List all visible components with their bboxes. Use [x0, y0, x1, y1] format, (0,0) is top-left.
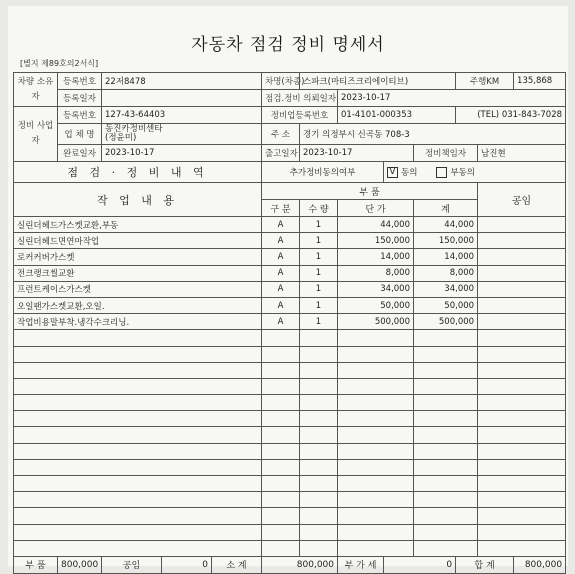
item-qty: 1 [300, 233, 338, 249]
item-labor [478, 378, 566, 394]
item-price [338, 378, 414, 394]
car-name: 스파크(마티즈크리에이티브) [300, 73, 456, 90]
item-type: A [262, 217, 300, 233]
item-labor [478, 395, 566, 411]
request-date-label: 점검.정비 의뢰일자 [262, 90, 338, 107]
company-label: 업 체 명 [58, 124, 102, 145]
item-labor [478, 427, 566, 443]
details-header-row [14, 162, 566, 183]
table-row [14, 297, 566, 313]
item-labor [478, 281, 566, 297]
col-type-label: 구 분 [262, 200, 300, 217]
item-price [338, 492, 414, 508]
item-total [414, 524, 478, 540]
item-total [414, 443, 478, 459]
item-name [14, 492, 262, 508]
item-price: 44,000 [338, 217, 414, 233]
item-labor [478, 476, 566, 492]
disagree-label: 부동의 [450, 168, 475, 178]
item-total [414, 330, 478, 346]
item-labor [478, 346, 566, 362]
disagree-checkbox[interactable] [436, 167, 447, 178]
footer-vat: 0 [384, 556, 456, 573]
blank-row [14, 427, 566, 443]
footer-row [14, 556, 566, 573]
owner-row-2 [14, 90, 566, 107]
company-name: 동진카정비센타 [105, 124, 163, 134]
address: 경기 의정부시 신곡동 708-3 [300, 124, 566, 145]
item-type [262, 362, 300, 378]
item-type: A [262, 249, 300, 265]
item-labor [478, 265, 566, 281]
item-type: A [262, 265, 300, 281]
table-row [14, 265, 566, 281]
request-date: 2023-10-17 [338, 90, 566, 107]
item-name [14, 540, 262, 556]
out-date: 2023-10-17 [300, 145, 414, 162]
owner-group-label: 차량 소유자 [14, 73, 58, 107]
item-name [14, 378, 262, 394]
item-name [14, 459, 262, 475]
blank-row [14, 362, 566, 378]
item-total [414, 459, 478, 475]
done-date: 2023-10-17 [102, 145, 262, 162]
item-name: 로커커버가스켓 [14, 249, 262, 265]
item-price: 34,000 [338, 281, 414, 297]
item-name [14, 411, 262, 427]
item-qty: 1 [300, 314, 338, 330]
item-price [338, 330, 414, 346]
item-qty [300, 395, 338, 411]
item-type [262, 508, 300, 524]
blank-row [14, 378, 566, 394]
agree-label: 동의 [401, 168, 418, 178]
item-qty [300, 459, 338, 475]
columns-row-1 [14, 183, 566, 200]
table-row [14, 233, 566, 249]
work-content-label: 작 업 내 용 [14, 183, 262, 217]
item-total [414, 362, 478, 378]
item-qty: 1 [300, 297, 338, 313]
blank-row [14, 395, 566, 411]
item-qty: 1 [300, 281, 338, 297]
item-price: 500,000 [338, 314, 414, 330]
item-qty [300, 411, 338, 427]
item-labor [478, 297, 566, 313]
table-row [14, 249, 566, 265]
consent-cell [384, 162, 566, 183]
owner-reg-no-label: 등록번호 [58, 73, 102, 90]
item-labor [478, 508, 566, 524]
invoice-sheet [8, 6, 568, 572]
item-labor [478, 314, 566, 330]
item-price [338, 427, 414, 443]
address-label: 주 소 [262, 124, 300, 145]
item-name [14, 346, 262, 362]
item-qty [300, 362, 338, 378]
extra-consent-label: 추가정비동의여부 [262, 162, 384, 183]
agree-checkbox[interactable]: V [387, 167, 398, 178]
company-cell [102, 124, 262, 145]
footer-parts-label: 부 품 [14, 556, 58, 573]
item-name: 전크랭크씰교환 [14, 265, 262, 281]
blank-row [14, 443, 566, 459]
items-body [14, 217, 566, 557]
item-price [338, 524, 414, 540]
blank-row [14, 524, 566, 540]
item-name [14, 427, 262, 443]
item-price [338, 395, 414, 411]
item-qty [300, 508, 338, 524]
business-tel: (TEL) 031-843-7028 [456, 107, 566, 124]
col-price-label: 단 가 [338, 200, 414, 217]
item-total [414, 395, 478, 411]
col-total-label: 계 [414, 200, 478, 217]
item-labor [478, 330, 566, 346]
blank-row [14, 346, 566, 362]
reg-date [102, 90, 262, 107]
item-labor [478, 540, 566, 556]
item-name [14, 508, 262, 524]
table-row [14, 314, 566, 330]
footer-subtotal-label: 소 계 [212, 556, 262, 573]
item-labor [478, 217, 566, 233]
blank-row [14, 508, 566, 524]
footer-parts: 800,000 [58, 556, 102, 573]
item-type [262, 524, 300, 540]
item-total: 34,000 [414, 281, 478, 297]
item-price: 14,000 [338, 249, 414, 265]
company-owner-name: (정윤미) [105, 133, 137, 143]
item-type: A [262, 297, 300, 313]
item-labor [478, 443, 566, 459]
item-qty [300, 524, 338, 540]
item-name: 실린더헤드면연마작업 [14, 233, 262, 249]
item-qty: 1 [300, 265, 338, 281]
business-reg-no: 127-43-64403 [102, 107, 262, 124]
blank-row [14, 492, 566, 508]
footer-total-label: 합 계 [456, 556, 514, 573]
item-qty [300, 330, 338, 346]
owner-row-1 [14, 73, 566, 90]
item-type [262, 492, 300, 508]
col-qty-label: 수 량 [300, 200, 338, 217]
item-type [262, 476, 300, 492]
item-price [338, 476, 414, 492]
reg-date-label: 등록일자 [58, 90, 102, 107]
item-qty [300, 378, 338, 394]
item-total [414, 508, 478, 524]
item-labor [478, 459, 566, 475]
item-total [414, 492, 478, 508]
footer-subtotal: 800,000 [262, 556, 338, 573]
item-labor [478, 492, 566, 508]
item-labor [478, 411, 566, 427]
mileage: 135,868 [514, 73, 566, 90]
item-name [14, 395, 262, 411]
item-price [338, 540, 414, 556]
item-total: 500,000 [414, 314, 478, 330]
item-type [262, 346, 300, 362]
business-row-2 [14, 124, 566, 145]
table-row [14, 281, 566, 297]
footer-vat-label: 부 가 세 [338, 556, 384, 573]
mileage-label: 주행KM [456, 73, 514, 90]
manager-label: 정비책임자 [414, 145, 478, 162]
labor-label: 공임 [478, 183, 566, 217]
details-section-label: 점 검 · 정 비 내 역 [14, 162, 262, 183]
parts-label: 부 품 [262, 183, 478, 200]
item-type [262, 427, 300, 443]
item-type [262, 411, 300, 427]
item-price [338, 362, 414, 378]
item-qty [300, 540, 338, 556]
license-no: 01-4101-000353 [338, 107, 456, 124]
item-name: 프런트케이스가스켓 [14, 281, 262, 297]
out-date-label: 출고일자 [262, 145, 300, 162]
document-title: 자동차 점검 정비 명세서 [191, 35, 385, 55]
item-labor [478, 362, 566, 378]
item-type [262, 330, 300, 346]
item-type [262, 395, 300, 411]
item-qty: 1 [300, 249, 338, 265]
blank-row [14, 411, 566, 427]
item-name: 작업비용말부착.냉각수크리닝. [14, 314, 262, 330]
item-price [338, 443, 414, 459]
item-total: 150,000 [414, 233, 478, 249]
item-name [14, 330, 262, 346]
item-name: 실린더헤드가스켓교환,부동 [14, 217, 262, 233]
business-group-label: 정비 사업자 [14, 107, 58, 162]
item-type [262, 459, 300, 475]
item-type: A [262, 233, 300, 249]
item-type [262, 378, 300, 394]
car-name-label: 차명(차종) [262, 73, 300, 90]
item-name [14, 476, 262, 492]
invoice-form-table [13, 72, 566, 574]
item-type: A [262, 281, 300, 297]
item-price: 50,000 [338, 297, 414, 313]
item-type [262, 443, 300, 459]
item-total [414, 427, 478, 443]
item-qty: 1 [300, 217, 338, 233]
manager: 남진현 [478, 145, 566, 162]
owner-reg-no: 22저8478 [102, 73, 262, 90]
blank-row [14, 459, 566, 475]
item-labor [478, 233, 566, 249]
business-row-3 [14, 145, 566, 162]
item-type: A [262, 314, 300, 330]
item-total: 14,000 [414, 249, 478, 265]
item-type [262, 540, 300, 556]
item-price [338, 411, 414, 427]
item-total [414, 378, 478, 394]
item-qty [300, 492, 338, 508]
item-name [14, 524, 262, 540]
item-price [338, 346, 414, 362]
item-total: 8,000 [414, 265, 478, 281]
done-date-label: 완료일자 [58, 145, 102, 162]
item-price [338, 459, 414, 475]
item-name [14, 362, 262, 378]
item-name: 오일팬가스켓교환,오일. [14, 297, 262, 313]
footer-total: 800,000 [514, 556, 566, 573]
item-labor [478, 249, 566, 265]
item-labor [478, 524, 566, 540]
footer-labor: 0 [162, 556, 212, 573]
item-total [414, 346, 478, 362]
item-total: 50,000 [414, 297, 478, 313]
item-price [338, 508, 414, 524]
item-qty [300, 443, 338, 459]
item-qty [300, 427, 338, 443]
item-total [414, 476, 478, 492]
table-row [14, 217, 566, 233]
item-qty [300, 346, 338, 362]
item-price: 150,000 [338, 233, 414, 249]
item-total: 44,000 [414, 217, 478, 233]
license-label: 정비업등록번호 [262, 107, 338, 124]
blank-row [14, 476, 566, 492]
business-row-1 [14, 107, 566, 124]
item-total [414, 411, 478, 427]
business-reg-no-label: 등록번호 [58, 107, 102, 124]
item-name [14, 443, 262, 459]
item-price: 8,000 [338, 265, 414, 281]
item-total [414, 540, 478, 556]
footer-labor-label: 공임 [102, 556, 162, 573]
blank-row [14, 540, 566, 556]
item-qty [300, 476, 338, 492]
form-reference: [별지 제89호의2서식] [20, 59, 99, 68]
blank-row [14, 330, 566, 346]
